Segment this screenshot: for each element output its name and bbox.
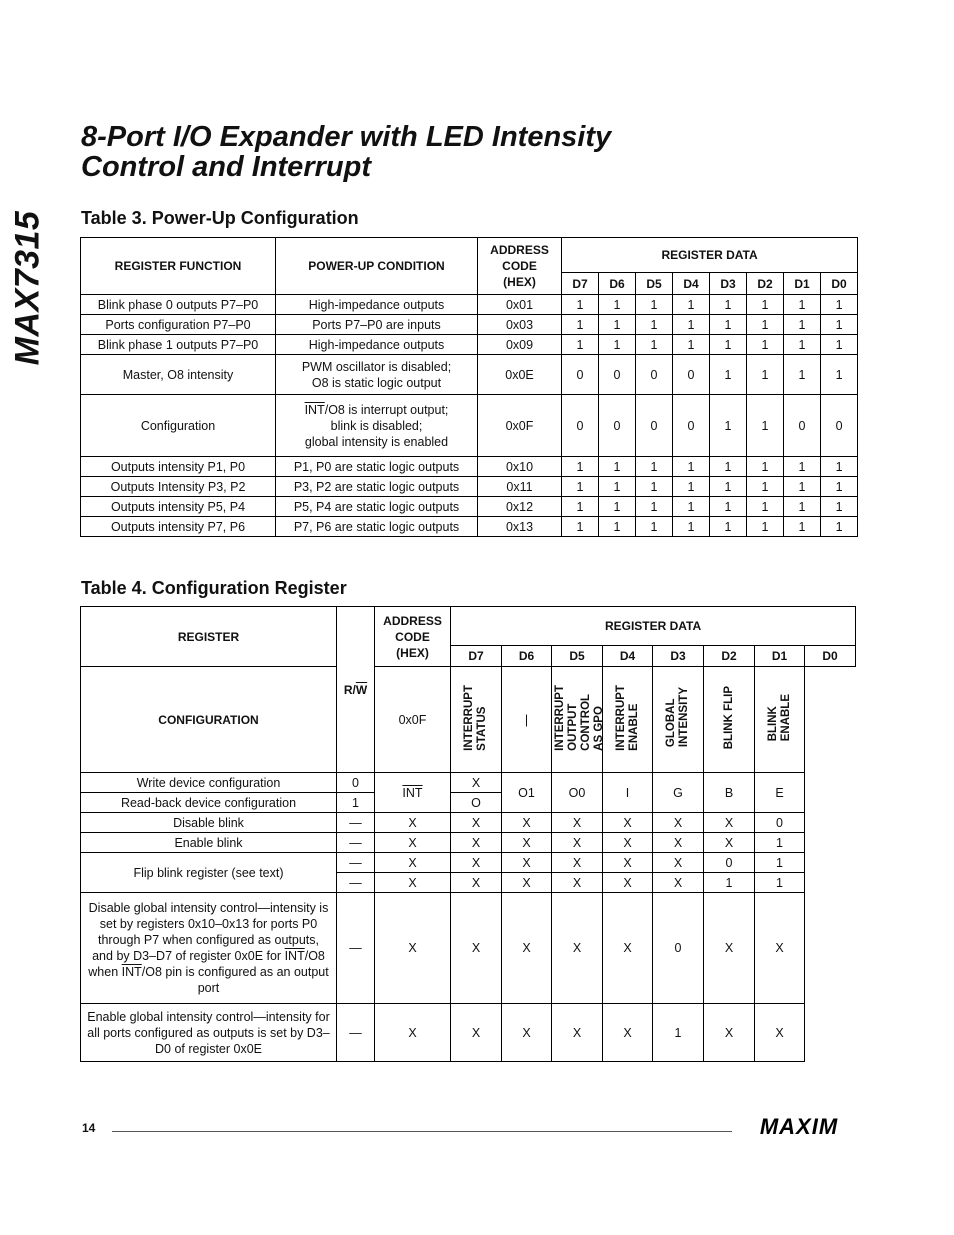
t3-bit-cell-d5: 1 [636, 335, 673, 355]
t4-rw-bit-d4: O0 [552, 773, 603, 813]
t3-bit-cell-d5: 1 [636, 517, 673, 537]
maxim-logo [744, 1114, 854, 1138]
t3-address-cell: 0x10 [478, 457, 562, 477]
t4-table-row [81, 773, 856, 793]
t4-bit-cell-d2: X [653, 873, 704, 893]
t4-header-address [375, 607, 451, 667]
t4-bit-header-d7: D7 [451, 646, 502, 667]
t3-condition-line: global intensity is enabled [304, 434, 449, 449]
t3-condition-line: P3, P2 are static logic outputs [293, 479, 460, 494]
t4-bit-cell-d0: X [755, 893, 805, 1004]
t4-rw-bit-d6-read: O [451, 793, 502, 813]
t4-desc-cell: Write device configuration [81, 773, 337, 793]
t3-bit-cell-d5: 1 [636, 497, 673, 517]
t4-bit-cell-d4: X [552, 873, 603, 893]
t3-bit-cell-d7: 1 [562, 335, 599, 355]
t3-condition-line: P5, P4 are static logic outputs [293, 499, 460, 514]
t3-bit-cell-d0: 0 [821, 395, 858, 457]
t4-bit-cell-d6: X [451, 873, 502, 893]
t3-condition-cell [276, 497, 478, 517]
t3-bit-cell-d5: 1 [636, 477, 673, 497]
t4-bit-cell-d6: X [451, 813, 502, 833]
t3-bit-header-d6: D6 [599, 273, 636, 295]
t3-condition-line: P1, P0 are static logic outputs [293, 459, 460, 474]
t3-bit-cell-d6: 1 [599, 477, 636, 497]
t3-condition-line: O8 is static logic output [311, 375, 442, 390]
footer-rule [112, 1131, 732, 1132]
t3-bit-cell-d1: 1 [784, 295, 821, 315]
t4-bit-name-cell [502, 667, 552, 773]
t3-bit-cell-d2: 1 [747, 477, 784, 497]
t4-bit-cell-d2: X [653, 853, 704, 873]
t4-rw-bit-d5: O1 [502, 773, 552, 813]
t4-rw-bit-d3: I [603, 773, 653, 813]
t3-table-row [81, 477, 858, 497]
t3-bit-cell-d1: 1 [784, 457, 821, 477]
table4-caption: Table 4. Configuration Register [81, 578, 347, 598]
t4-bit-cell-d1: X [704, 1004, 755, 1062]
t4-rw-cell: — [337, 813, 375, 833]
t4-bit-cell-d1: X [704, 833, 755, 853]
t3-bit-cell-d3: 1 [710, 315, 747, 335]
t4-bit-cell-d3: X [603, 1004, 653, 1062]
t3-bit-cell-d6: 1 [599, 517, 636, 537]
t3-bit-cell-d1: 1 [784, 355, 821, 395]
t4-bit-cell-d5: X [502, 853, 552, 873]
t3-header-address [478, 238, 562, 295]
t4-bit-cell-d2: X [653, 833, 704, 853]
t4-rw-cell: — [337, 833, 375, 853]
t4-rw-cell: — [337, 853, 375, 873]
t3-bit-cell-d0: 1 [821, 355, 858, 395]
document-title-line-1: 8-Port I/O Expander with LED Intensity [81, 121, 612, 153]
t4-bit-header-d3: D3 [653, 646, 704, 667]
t4-bit-name-text: INTERRUPT OUTPUT CONTROL AS GPO [554, 684, 605, 751]
t3-bit-cell-d2: 1 [747, 355, 784, 395]
t4-bit-cell-d6: X [451, 893, 502, 1004]
t4-bit-cell-d1: X [704, 813, 755, 833]
t3-bit-cell-d6: 1 [599, 457, 636, 477]
t4-bit-cell-d5: X [502, 813, 552, 833]
t3-bit-header-d2: D2 [747, 273, 784, 295]
side-title-text: MAX7315 [8, 210, 47, 366]
t4-bit-cell-d4: X [552, 1004, 603, 1062]
t4-bit-name-cell [451, 667, 502, 773]
t3-header-address-3: (HEX) [503, 275, 536, 289]
t3-bit-cell-d3: 1 [710, 355, 747, 395]
t3-bit-cell-d4: 0 [673, 395, 710, 457]
t3-bit-cell-d1: 1 [784, 477, 821, 497]
t4-desc-cell: Read-back device configuration [81, 793, 337, 813]
t3-condition-line: PWM oscillator is disabled; [301, 359, 452, 374]
t3-condition-line: blink is disabled; [330, 418, 423, 433]
t3-condition-cell [276, 457, 478, 477]
t4-bit-cell-d1: 1 [704, 873, 755, 893]
t3-bit-cell-d5: 1 [636, 295, 673, 315]
t3-bit-cell-d7: 1 [562, 477, 599, 497]
t4-rw-cell: — [337, 873, 375, 893]
t4-desc-cell: Enable blink [81, 833, 337, 853]
t4-bit-cell-d3: X [603, 873, 653, 893]
t4-bit-header-d6: D6 [502, 646, 552, 667]
t4-rw-bit-d2: G [653, 773, 704, 813]
t3-bit-cell-d7: 1 [562, 517, 599, 537]
t4-desc-cell: Enable global intensity control—intensity for all ports configured as outputs is set by D3–D0 of register 0x0E [81, 1004, 337, 1062]
t3-bit-cell-d3: 1 [710, 457, 747, 477]
t3-bit-cell-d7: 0 [562, 395, 599, 457]
t4-bit-name-text: BLINK FLIP [722, 685, 735, 750]
t4-rw-cell: 1 [337, 793, 375, 813]
t3-function-cell: Configuration [81, 395, 276, 457]
t4-bit-name-text: INTERRUPT STATUS [463, 684, 488, 751]
t4-bit-cell-d0: X [755, 1004, 805, 1062]
t3-function-cell: Outputs intensity P7, P6 [81, 517, 276, 537]
t4-bit-cell-d4: X [552, 893, 603, 1004]
t4-bit-name-text: BLINK ENABLE [766, 693, 792, 742]
t3-address-cell: 0x03 [478, 315, 562, 335]
t3-bit-cell-d0: 1 [821, 517, 858, 537]
t3-bit-cell-d2: 1 [747, 395, 784, 457]
t3-bit-cell-d1: 0 [784, 395, 821, 457]
t3-address-cell: 0x12 [478, 497, 562, 517]
t4-bit-cell-d3: X [603, 813, 653, 833]
t4-header-rw [337, 607, 375, 773]
t3-table-row [81, 295, 858, 315]
t3-bit-cell-d6: 0 [599, 395, 636, 457]
t3-address-cell: 0x09 [478, 335, 562, 355]
t3-bit-cell-d5: 1 [636, 315, 673, 335]
t4-table-row [81, 1004, 856, 1062]
t3-bit-header-d0: D0 [821, 273, 858, 295]
t3-bit-cell-d1: 1 [784, 517, 821, 537]
t3-bit-cell-d1: 1 [784, 335, 821, 355]
t4-bit-cell-d3: X [603, 853, 653, 873]
t4-bit-cell-d0: 0 [755, 813, 805, 833]
t4-bit-cell-d7: X [375, 853, 451, 873]
t4-bit-cell-d4: X [552, 813, 603, 833]
t4-bit-header-d4: D4 [603, 646, 653, 667]
t3-bit-cell-d4: 1 [673, 335, 710, 355]
t3-condition-line: $\overline{INT}/O8$ is interrupt output; [304, 402, 449, 417]
table3-power-up-configuration [80, 237, 858, 537]
t4-bit-name-text: INTERRUPT ENABLE [614, 684, 640, 751]
t4-rw-cell: — [337, 893, 375, 1004]
t4-address-value: 0x0F [375, 667, 451, 773]
t3-bit-cell-d4: 1 [673, 517, 710, 537]
t3-condition-cell [276, 315, 478, 335]
t4-bit-cell-d5: X [502, 893, 552, 1004]
t3-bit-cell-d6: 1 [599, 295, 636, 315]
t3-bit-cell-d3: 1 [710, 517, 747, 537]
t3-condition-line: High-impedance outputs [308, 297, 445, 312]
t3-bit-header-d7: D7 [562, 273, 599, 295]
t4-bit-cell-d4: X [552, 853, 603, 873]
t3-condition-line: P7, P6 are static logic outputs [293, 519, 460, 534]
t4-header-address-1: ADDRESS [383, 613, 442, 628]
t4-bit-name-text: GLOBAL INTENSITY [665, 687, 690, 748]
t4-config-label: CONFIGURATION [81, 667, 337, 773]
t3-bit-cell-d4: 1 [673, 295, 710, 315]
t3-bit-cell-d2: 1 [747, 517, 784, 537]
t3-condition-cell [276, 355, 478, 395]
t4-header-register: REGISTER [81, 607, 337, 667]
t4-bit-header-d1: D1 [755, 646, 805, 667]
t4-bit-cell-d3: X [603, 893, 653, 1004]
t3-bit-cell-d1: 1 [784, 315, 821, 335]
t4-desc-cell: Disable blink [81, 813, 337, 833]
t3-function-cell: Blink phase 1 outputs P7–P0 [81, 335, 276, 355]
t3-bit-cell-d5: 0 [636, 395, 673, 457]
t3-bit-cell-d4: 1 [673, 497, 710, 517]
t3-bit-header-d5: D5 [636, 273, 673, 295]
t3-bit-cell-d3: 1 [710, 395, 747, 457]
t4-bit-cell-d1: X [704, 893, 755, 1004]
t4-bit-cell-d7: X [375, 873, 451, 893]
t3-bit-cell-d0: 1 [821, 457, 858, 477]
t3-header-condition: POWER-UP CONDITION [276, 238, 478, 295]
t3-condition-cell [276, 335, 478, 355]
t3-bit-cell-d5: 0 [636, 355, 673, 395]
t4-bit-cell-d5: X [502, 833, 552, 853]
t4-bit-cell-d2: 1 [653, 1004, 704, 1062]
t4-bit-cell-d4: X [552, 833, 603, 853]
t3-function-cell: Master, O8 intensity [81, 355, 276, 395]
t3-address-cell: 0x13 [478, 517, 562, 537]
t3-bit-cell-d3: 1 [710, 295, 747, 315]
t3-bit-cell-d4: 1 [673, 477, 710, 497]
t3-header-address-2: CODE [502, 259, 537, 273]
t4-rw-bit-d1: B [704, 773, 755, 813]
t4-bit-cell-d6: X [451, 833, 502, 853]
t4-rw-bit-int: $\overline{INT}$ [402, 785, 423, 800]
t3-bit-cell-d0: 1 [821, 295, 858, 315]
t3-bit-cell-d7: 1 [562, 295, 599, 315]
t3-table-row [81, 315, 858, 335]
t4-bit-cell-d7: X [375, 1004, 451, 1062]
t4-rw-label: $R/\overline{W}$ [343, 682, 368, 697]
t3-bit-cell-d1: 1 [784, 497, 821, 517]
t3-address-cell: 0x11 [478, 477, 562, 497]
t3-bit-cell-d0: 1 [821, 335, 858, 355]
t4-bit-cell-d7: X [375, 893, 451, 1004]
t3-bit-cell-d3: 1 [710, 497, 747, 517]
t4-table-row [81, 833, 856, 853]
t4-bit-cell-d0: 1 [755, 833, 805, 853]
t3-bit-cell-d6: 1 [599, 315, 636, 335]
t3-function-cell: Blink phase 0 outputs P7–P0 [81, 295, 276, 315]
t4-bit-name-cell [755, 667, 805, 773]
t4-bit-header-d0: D0 [805, 646, 856, 667]
t3-bit-cell-d2: 1 [747, 335, 784, 355]
t3-header-address-1: ADDRESS [490, 243, 549, 257]
t4-table-row [81, 853, 856, 873]
t4-bit-cell-d1: 0 [704, 853, 755, 873]
table3-caption: Table 3. Power-Up Configuration [81, 208, 359, 228]
t3-bit-cell-d7: 1 [562, 457, 599, 477]
t3-bit-cell-d2: 1 [747, 315, 784, 335]
side-title [8, 208, 48, 368]
t4-rw-bit-d6-write: X [451, 773, 502, 793]
t3-bit-cell-d0: 1 [821, 497, 858, 517]
t3-bit-cell-d6: 1 [599, 335, 636, 355]
t4-header-register-data: REGISTER DATA [451, 607, 856, 646]
t3-bit-cell-d3: 1 [710, 477, 747, 497]
t4-rw-bit-d7 [375, 773, 451, 813]
t3-condition-line: High-impedance outputs [308, 337, 445, 352]
t4-bit-cell-d6: X [451, 1004, 502, 1062]
t3-address-cell: 0x0F [478, 395, 562, 457]
t4-header-address-3: (HEX) [396, 645, 429, 660]
t3-table-row [81, 355, 858, 395]
t3-address-cell: 0x0E [478, 355, 562, 395]
t4-bit-name-cell [603, 667, 653, 773]
t4-table-row [81, 813, 856, 833]
t3-table-row [81, 497, 858, 517]
document-title-line-2: Control and Interrupt [81, 151, 371, 183]
t4-bit-cell-d7: X [375, 813, 451, 833]
t4-bit-cell-d3: X [603, 833, 653, 853]
t3-bit-cell-d0: 1 [821, 315, 858, 335]
t3-bit-cell-d4: 1 [673, 315, 710, 335]
t3-bit-cell-d3: 1 [710, 335, 747, 355]
table4-configuration-register [80, 606, 856, 1062]
t3-bit-cell-d5: 1 [636, 457, 673, 477]
t4-bit-name-cell [552, 667, 603, 773]
t3-function-cell: Outputs Intensity P3, P2 [81, 477, 276, 497]
t3-table-row [81, 395, 858, 457]
t4-bit-cell-d0: 1 [755, 853, 805, 873]
t3-header-function: REGISTER FUNCTION [81, 238, 276, 295]
t3-table-row [81, 457, 858, 477]
t3-bit-cell-d2: 1 [747, 295, 784, 315]
t3-condition-cell [276, 395, 478, 457]
t4-header-address-2: CODE [395, 629, 430, 644]
t3-bit-cell-d7: 1 [562, 315, 599, 335]
t3-bit-cell-d4: 1 [673, 457, 710, 477]
t3-bit-cell-d7: 1 [562, 497, 599, 517]
t4-desc-cell: Disable global intensity control—intensity is set by registers 0x10–0x13 for ports P0 through P7 when configured as outputs, and by D3–D7 of register 0x0E for $\overline{INT}/O8$ when $\overline{INT}/O8$ pin is configured as an output port [81, 893, 337, 1004]
t3-bit-cell-d2: 1 [747, 457, 784, 477]
t3-header-register-data: REGISTER DATA [562, 238, 858, 273]
t3-bit-header-d4: D4 [673, 273, 710, 295]
t4-table-row [81, 893, 856, 1004]
t3-table-row [81, 335, 858, 355]
t4-desc-cell: Flip blink register (see text) [81, 853, 337, 893]
t3-function-cell: Ports configuration P7–P0 [81, 315, 276, 335]
t4-bit-cell-d0: 1 [755, 873, 805, 893]
t4-bit-cell-d5: X [502, 1004, 552, 1062]
t3-bit-cell-d7: 0 [562, 355, 599, 395]
t3-table-row [81, 517, 858, 537]
t4-bit-header-d2: D2 [704, 646, 755, 667]
t3-condition-cell [276, 517, 478, 537]
t4-rw-bit-d0: E [755, 773, 805, 813]
t3-address-cell: 0x01 [478, 295, 562, 315]
t4-rw-cell: 0 [337, 773, 375, 793]
t4-bit-cell-d5: X [502, 873, 552, 893]
t3-bit-header-d1: D1 [784, 273, 821, 295]
t3-function-cell: Outputs intensity P5, P4 [81, 497, 276, 517]
t4-bit-name-cell [704, 667, 755, 773]
t3-bit-cell-d6: 1 [599, 497, 636, 517]
maxim-logo-text: MAXIM [759, 1114, 839, 1138]
t3-bit-cell-d6: 0 [599, 355, 636, 395]
t4-bit-header-d5: D5 [552, 646, 603, 667]
t4-bit-name-bar: | [524, 712, 529, 727]
t3-condition-cell [276, 295, 478, 315]
t3-bit-cell-d2: 1 [747, 497, 784, 517]
t3-condition-cell [276, 477, 478, 497]
t3-condition-line: Ports P7–P0 are inputs [312, 317, 441, 332]
t3-bit-header-d3: D3 [710, 273, 747, 295]
t4-bit-cell-d2: X [653, 813, 704, 833]
t3-bit-cell-d4: 0 [673, 355, 710, 395]
document-title [81, 122, 611, 182]
t4-bit-cell-d7: X [375, 833, 451, 853]
t4-bit-cell-d2: 0 [653, 893, 704, 1004]
t4-bit-cell-d6: X [451, 853, 502, 873]
t3-bit-cell-d0: 1 [821, 477, 858, 497]
t4-bit-name-cell [653, 667, 704, 773]
page-number: 14 [82, 1121, 96, 1135]
t4-rw-cell: — [337, 1004, 375, 1062]
t3-function-cell: Outputs intensity P1, P0 [81, 457, 276, 477]
